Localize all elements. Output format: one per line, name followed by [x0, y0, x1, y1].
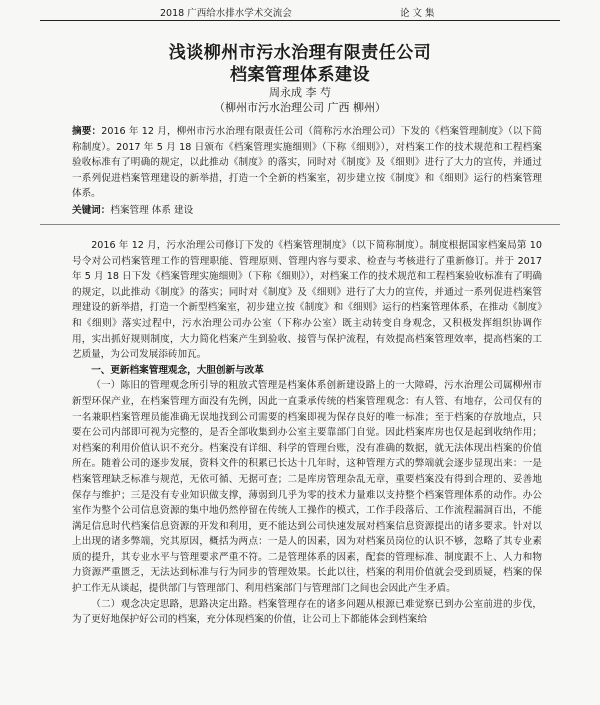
body-paragraph-3: （二）观念决定思路，思路决定出路。档案管理存在的诸多问题从根源已难觉察已到办公室前进的步伐，为了更好地保护好公司的档案，充分体现档案的价值，让公司上下都能体会到档案给 [72, 598, 542, 626]
header-conference: 2018 广西给水排水学术交流会 [160, 8, 292, 19]
body-paragraph-2: （一）陈旧的管理观念所引导的粗放式管理是档案体系创新建设路上的一大障碍，污水治理公司属柳州市新型环保产业，在档案管理方面没有先例，因此一直秉承传统的档案管理观念：有人管、有地存，公司仅有的一名兼职档案管理员能准确无误地找到公司需要的档案即视为保存良好的唯一标准；至于档案的存放地点，只要在公司内部即可视为完整的，是否全部收集到办公室主要靠部门自觉。因此档案库房也仅是起到收纳作用；对档案的利用价值认识不充分。档案没有详细、科学的管理台账，没有准确的数据，就无法体现出档案的价值所在。随着公司的逐步发展，资料文件的积累已长达十几年时，这种管理方式的弊端就会逐步显现出来：一是档案管理缺乏标准与规范，无依可循、无据可查；二是库房管理杂乱无章，重要档案没有得到合理的、妥善地保存与维护；三是没有专业知识做支撑，薄弱到几乎为零的技术力量难以支持整个档案管理体系的动作。办公室作为整个公司信息资源的集中地仍然停留在传统人工操作的模式，工作手段落后、工作流程漏洞百出，不能满足信息时代档案信息资源的开发和利用，更不能达到公司快速发展对档案信息资源提出的诸多要求。针对以上出现的诸多弊端，究其原因，概括为两点：一是人的因素，因为对档案员岗位的认识不够，忽略了其专业素质的提升，其专业水平与管理要求严重不符。二是管理体系的因素，配套的管理标准、制度跟不上、人力和物力资源严重匮乏，无法达到标准与行为同步的管理效果。长此以往，档案的利用价值就会受到质疑，档案的保护工作无从谈起，提供部门与管理部门、利用档案部门与管理部门之间也会因此产生矛盾。 [72, 380, 542, 595]
keywords-label: 关键词： [72, 205, 111, 216]
paper-title-line-1: 浅谈柳州市污水治理有限责任公司 [168, 43, 432, 63]
header-section: 论 文 集 [400, 8, 435, 19]
header-rule [40, 20, 560, 21]
abstract-text: 2016 年 12 月，柳州市污水治理有限责任公司（简称污水治理公司）下发的《档案管理制度》（以下简称制度）。2017 年 5 月 18 日颁布《档案管理实施细则》（下称《细则》），对档案工作的技术规范和工程档案验收标准有了明确的规定，以此推动《制度》的落实，同时对《制度》及《细则》进行了大力的宣传，并通过一系列促进档案管理建设的新举措，打造一个全新的档案室，初步建立按《制度》和《细则》运行的档案管理体系。 [72, 126, 542, 200]
keywords [72, 203, 542, 218]
section-divider [40, 224, 560, 225]
paper-title-line-2: 档案管理体系建设 [230, 65, 370, 85]
running-header [0, 0, 600, 22]
paper-authors: 周永成 李 芍 [269, 86, 331, 99]
abstract-label: 摘要： [72, 126, 102, 137]
paper-affiliation: （柳州市污水治理公司 广西 柳州） [214, 101, 386, 114]
abstract [72, 124, 542, 202]
keywords-text: 档案管理 体系 建设 [110, 205, 194, 216]
body-paragraph-1: 2016 年 12 月，污水治理公司修订下发的《档案管理制度》（以下简称制度）。制度根据国家档案局第 10 号令对公司档案管理工作的管理职能、管理原则、管理内容与要求、检查与考核进行了重新修订。并于 2017 年 5 月 18 日下发《档案管理实施细则》（下称《细则》），对档案工作的技术规范和工程档案验收标准有了明确的规定，以此推动《制度》的落实；同时对《制度》及《细则》进行了大力的宣传，并通过一系列促进档案管理建设的新举措，打造一个新型档案室，初步建立按《制度》和《细则》运行的档案管理体系，在推动《制度》和《细则》落实过程中，污水治理公司办公室（下称办公室）既主动转变自身观念，又积极发挥组织协调作用，实出抓好规则制度，大力简化档案产生到验收、接管与保护流程，有效提高档案管理效率，提高档案的工艺质量，为公司发展添砖加瓦。 [72, 240, 542, 361]
section-heading-1: 一、更新档案管理观念，大胆创新与改革 [91, 364, 264, 376]
paper-body [72, 238, 542, 628]
